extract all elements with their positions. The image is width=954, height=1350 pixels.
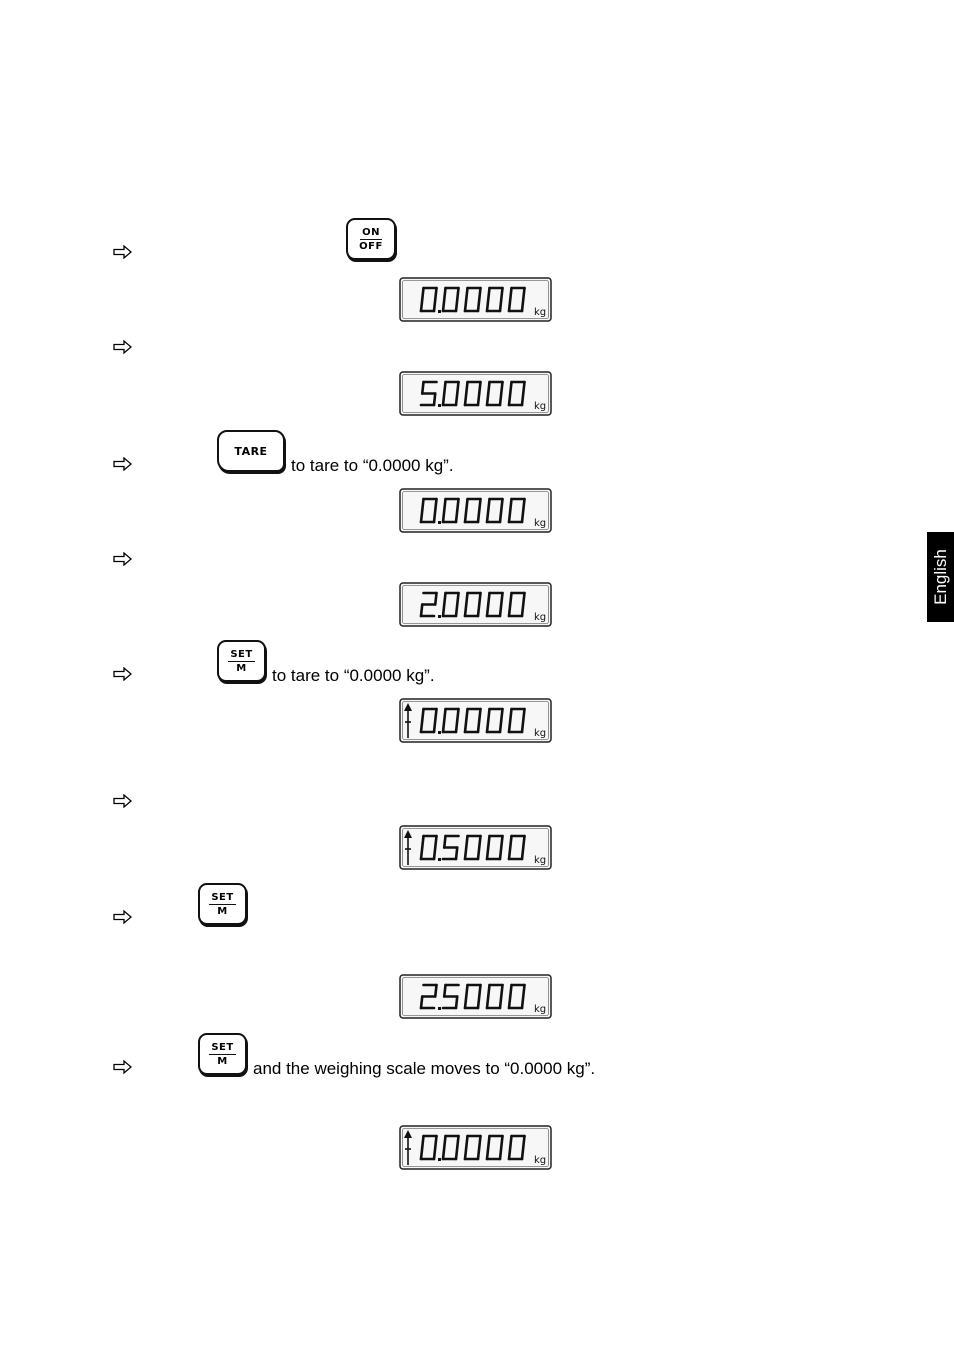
lcd-unit: kg: [534, 612, 547, 623]
lcd-unit: kg: [534, 307, 547, 318]
lcd-display-graphic: [399, 371, 552, 416]
set-m-key-top: SET: [211, 891, 234, 903]
set-m-key-bottom: M: [217, 1055, 228, 1067]
lcd-decimal-point: [438, 731, 441, 734]
lcd-unit: kg: [534, 518, 547, 529]
lcd-display: [399, 1125, 552, 1170]
step-arrow-icon: [113, 794, 133, 808]
on-off-key-top: ON: [362, 226, 380, 238]
step-arrow-icon: [113, 1060, 133, 1074]
lcd-display-graphic: [399, 974, 552, 1019]
set-m-key-bottom: M: [217, 905, 228, 917]
set-m-key-bottom: M: [236, 662, 247, 674]
step-8-text: and the weighing scale moves to “0.0000 kg”.: [253, 1059, 596, 1078]
step-arrow-icon: [113, 552, 133, 566]
lcd-display: [399, 371, 552, 416]
lcd-decimal-point: [438, 615, 441, 618]
set-m-key-top: SET: [230, 648, 253, 660]
on-off-key-bottom: OFF: [359, 240, 383, 252]
lcd-display-graphic: [399, 582, 552, 627]
step-arrow-icon: [113, 667, 133, 681]
lcd-decimal-point: [438, 858, 441, 861]
lcd-display: [399, 488, 552, 533]
language-tab: [927, 532, 954, 622]
set-m-key[interactable]: [217, 640, 266, 682]
step-3-text: to tare to “0.0000 kg”.: [291, 456, 454, 475]
lcd-decimal-point: [438, 521, 441, 524]
lcd-display: [399, 825, 552, 870]
step-arrow-icon: [113, 245, 133, 259]
set-m-key-top: SET: [211, 1041, 234, 1053]
step-arrow-icon: [113, 340, 133, 354]
lcd-display: [399, 698, 552, 743]
set-m-key[interactable]: [198, 883, 247, 925]
lcd-decimal-point: [438, 1007, 441, 1010]
step-5-text: to tare to “0.0000 kg”.: [272, 666, 435, 685]
tare-key[interactable]: [217, 430, 285, 472]
lcd-display-graphic: [399, 488, 552, 533]
lcd-unit: kg: [534, 728, 547, 739]
lcd-unit: kg: [534, 1004, 547, 1015]
lcd-unit: kg: [534, 401, 547, 412]
set-m-key[interactable]: [198, 1033, 247, 1075]
lcd-unit: kg: [534, 1155, 547, 1166]
tare-key-label: TARE: [234, 444, 268, 458]
lcd-unit: kg: [534, 855, 547, 866]
lcd-display: [399, 582, 552, 627]
lcd-display-graphic: [399, 277, 552, 322]
lcd-display-graphic: [399, 1125, 552, 1170]
lcd-display-graphic: [399, 698, 552, 743]
step-arrow-icon: [113, 457, 133, 471]
step-arrow-icon: [113, 910, 133, 924]
lcd-decimal-point: [438, 1158, 441, 1161]
language-tab-label: English: [930, 549, 950, 605]
lcd-display: [399, 974, 552, 1019]
lcd-display: [399, 277, 552, 322]
lcd-decimal-point: [438, 404, 441, 407]
lcd-decimal-point: [438, 310, 441, 313]
lcd-display-graphic: [399, 825, 552, 870]
on-off-key[interactable]: [346, 218, 396, 260]
